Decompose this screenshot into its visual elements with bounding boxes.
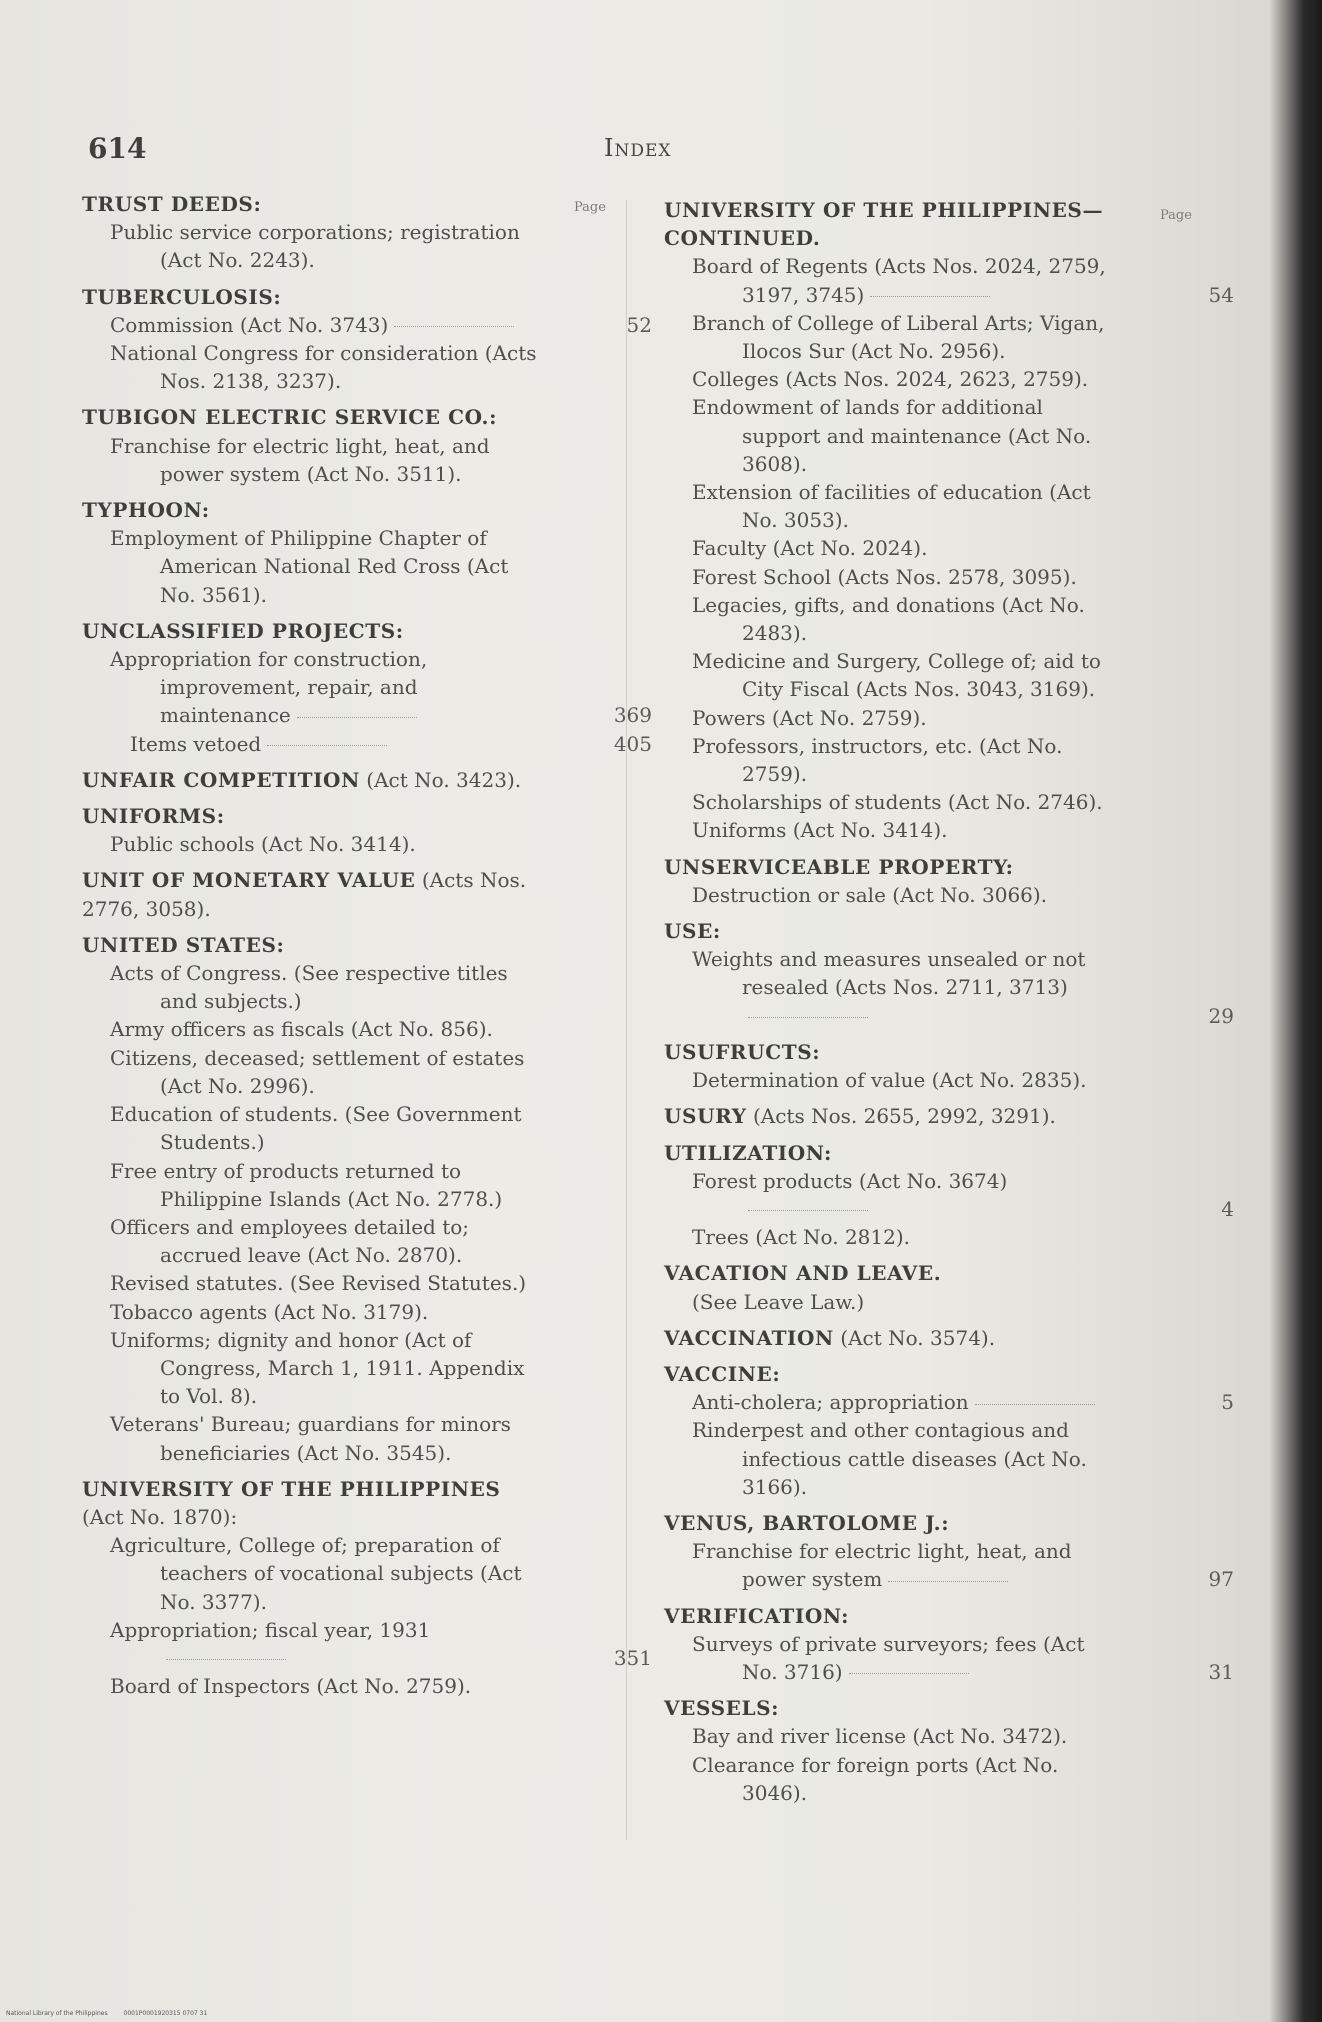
index-heading-reference: (Acts Nos. 2655, 2992, 3291).	[746, 1104, 1056, 1129]
index-heading-text: TUBIGON ELECTRIC SERVICE CO.:	[82, 405, 498, 430]
index-entry	[82, 1616, 652, 1672]
leader-dots	[888, 1580, 1008, 1582]
index-entry	[664, 788, 1124, 816]
index-heading	[664, 1102, 1124, 1130]
index-heading	[82, 617, 542, 645]
index-entry	[664, 591, 1124, 647]
index-entry-text: Clearance for foreign ports (Act No. 3046).	[692, 1752, 1059, 1805]
index-heading-text: VENUS, BARTOLOME J.:	[664, 1510, 950, 1535]
index-entry-text: Trees (Act No. 2812).	[692, 1225, 910, 1250]
index-entry-text: Agriculture, College of; preparation of teachers of vocational subjects (Act No. 3377).	[110, 1533, 522, 1614]
leader-dots	[849, 1672, 969, 1674]
index-entry-text: Forest School (Acts Nos. 2578, 3095).	[692, 564, 1077, 589]
index-entry-text: Uniforms; dignity and honor (Act of Congress, March 1, 1911. Appendix to Vol. 8).	[110, 1327, 525, 1409]
index-entry	[82, 339, 542, 395]
index-entry-text: Appropriation; fiscal year, 1931	[110, 1617, 431, 1642]
index-entry-text: Education of students. (See Government Students.)	[110, 1102, 522, 1155]
leader-dots	[748, 1016, 868, 1018]
index-heading	[82, 766, 542, 794]
index-entry-text: Bay and river license (Act No. 3472).	[692, 1724, 1068, 1749]
index-page-number: 369	[613, 703, 652, 728]
index-heading	[664, 1602, 1124, 1630]
index-heading-text: TYPHOON:	[82, 498, 210, 523]
index-heading	[664, 1509, 1124, 1537]
index-heading	[82, 931, 542, 959]
index-entry	[664, 1722, 1124, 1750]
index-page-number: 52	[626, 312, 652, 337]
index-entry-text: Powers (Act No. 2759).	[692, 705, 927, 730]
column-divider	[626, 200, 627, 1840]
index-entry-text: Public service corporations; registration (Act No. 2243).	[110, 220, 520, 273]
index-entry	[664, 478, 1124, 534]
leader-dots	[166, 1658, 286, 1660]
index-heading	[664, 1038, 1124, 1066]
index-entry	[664, 393, 1124, 478]
index-entry-text: Destruction or sale (Act No. 3066).	[692, 882, 1048, 907]
index-heading-reference: (Act No. 3423).	[359, 767, 522, 792]
index-entry-text: (See Leave Law.)	[692, 1289, 865, 1314]
index-entry-text: Colleges (Acts Nos. 2024, 2623, 2759).	[692, 367, 1089, 392]
index-entry-text: Acts of Congress. (See respective titles and subjects.)	[110, 961, 508, 1014]
index-heading	[82, 496, 542, 524]
index-entry	[664, 1416, 1124, 1501]
index-heading	[664, 196, 1124, 252]
index-entry-text: Medicine and Surgery, College of; aid to City Fiscal (Acts Nos. 3043, 3169).	[692, 649, 1101, 702]
index-heading	[82, 866, 542, 922]
index-heading-text: UNIFORMS:	[82, 804, 225, 829]
index-heading	[82, 802, 542, 830]
index-entry	[82, 1531, 542, 1616]
page-column-label-left: Page	[574, 200, 606, 215]
index-entry-text: Anti-cholera; appropriation	[692, 1390, 969, 1415]
index-entry-text: Franchise for electric light, heat, and power system	[692, 1539, 1072, 1592]
index-entry	[82, 1410, 542, 1466]
index-entry	[82, 730, 652, 758]
index-entry-text: Determination of value (Act No. 2835).	[692, 1068, 1087, 1093]
scan-footer	[6, 2010, 221, 2017]
index-heading	[664, 1139, 1124, 1167]
index-entry	[664, 1751, 1124, 1807]
index-heading-text: TUBERCULOSIS:	[82, 284, 282, 309]
index-entry	[82, 1298, 542, 1326]
index-heading-text: UNITED STATES:	[82, 932, 285, 957]
index-page-number: 405	[613, 731, 652, 756]
index-entry-text: Extension of facilities of education (Act No. 3053).	[692, 480, 1091, 533]
index-heading-text: USE:	[664, 919, 721, 944]
leader-dots	[394, 325, 514, 327]
index-entry-text: Army officers as fiscals (Act No. 856).	[110, 1017, 493, 1042]
index-entry-text: Public schools (Act No. 3414).	[110, 832, 416, 857]
index-heading-reference: (Act No. 1870):	[82, 1504, 238, 1529]
index-entry-text: Free entry of products returned to Philippine Islands (Act No. 2778.)	[110, 1158, 503, 1211]
index-entry-text: Surveys of private surveyors; fees (Act No. 3716)	[692, 1631, 1085, 1684]
index-entry	[664, 881, 1124, 909]
index-entry	[664, 816, 1124, 844]
index-entry	[664, 732, 1124, 788]
footer-code: 0001P0001920315 0707 31	[123, 2010, 208, 2017]
index-entry	[664, 647, 1124, 703]
index-entry	[664, 309, 1124, 365]
leader-dots	[748, 1209, 868, 1211]
index-entry	[664, 1288, 1124, 1316]
index-entry	[664, 1537, 1234, 1593]
index-entry-text: Legacies, gifts, and donations (Act No. 2483).	[692, 592, 1085, 646]
index-heading-text: UTILIZATION:	[664, 1140, 832, 1165]
index-heading-text: TRUST DEEDS:	[82, 192, 262, 216]
index-entry-text: Board of Inspectors (Act No. 2759).	[110, 1674, 472, 1699]
running-head: Index	[604, 134, 672, 162]
leader-dots	[975, 1403, 1095, 1405]
index-entry	[82, 830, 542, 858]
index-entry-text: Citizens, deceased; settlement of estates (Act No. 2996).	[110, 1045, 525, 1098]
index-entry-text: Veterans' Bureau; guardians for minors beneficiaries (Act No. 3545).	[110, 1412, 511, 1465]
index-entry	[82, 1100, 542, 1156]
index-entry-text: Items vetoed	[130, 731, 262, 756]
index-entry-text: National Congress for consideration (Acts Nos. 2138, 3237).	[110, 341, 537, 394]
index-heading-text: UNIVERSITY OF THE PHILIPPINES—CONTINUED.	[664, 198, 1104, 251]
footer-library: National Library of the Philippines	[6, 2010, 108, 2017]
index-entry	[82, 311, 652, 339]
index-entry-text: Revised statutes. (See Revised Statutes.)	[110, 1271, 527, 1296]
leader-dots	[297, 716, 417, 718]
index-entry-text: Professors, instructors, etc. (Act No. 2759).	[692, 733, 1063, 787]
page-number: 614	[88, 132, 147, 165]
index-heading-text: UNFAIR COMPETITION	[82, 767, 360, 792]
index-entry-text: Employment of Philippine Chapter of American National Red Cross (Act No. 3561).	[110, 526, 509, 607]
index-entry-text: Franchise for electric light, heat, and power system (Act No. 3511).	[110, 433, 490, 486]
index-entry	[664, 1167, 1234, 1223]
index-heading	[82, 1475, 542, 1531]
index-entry-text: Appropriation for construction, improvement, repair, and maintenance	[110, 647, 428, 728]
index-entry	[664, 1066, 1124, 1094]
index-heading	[664, 1259, 1124, 1287]
index-heading	[664, 1360, 1124, 1388]
index-entry-text: Scholarships of students (Act No. 2746).	[692, 790, 1103, 815]
index-entry	[664, 704, 1124, 732]
index-entry	[664, 1630, 1234, 1686]
index-entry	[82, 218, 542, 274]
index-entry-text: Rinderpest and other contagious and infectious cattle diseases (Act No. 3166).	[692, 1418, 1087, 1499]
index-heading-text: VACCINATION	[664, 1325, 834, 1350]
index-heading	[664, 1694, 1124, 1722]
page-header	[0, 132, 1322, 172]
index-entry-text: Board of Regents (Acts Nos. 2024, 2759, 3197, 3745)	[692, 254, 1106, 307]
index-page-number: 351	[613, 1645, 652, 1670]
index-entry-text: Forest products (Act No. 3674)	[692, 1168, 1008, 1193]
index-page-number: 54	[1208, 282, 1234, 307]
index-heading-text: UNSERVICEABLE PROPERTY:	[664, 854, 1014, 879]
index-heading	[664, 1324, 1124, 1352]
index-heading	[82, 403, 542, 431]
index-entry-text: Uniforms (Act No. 3414).	[692, 818, 948, 843]
index-heading-text: VACCINE:	[664, 1361, 781, 1386]
index-entry	[82, 645, 652, 730]
index-page-number: 97	[1208, 1567, 1234, 1592]
index-entry-text: Faculty (Act No. 2024).	[692, 536, 928, 561]
index-entry-text: Commission (Act No. 3743)	[110, 312, 389, 337]
index-entry	[82, 1269, 542, 1297]
index-entry	[82, 432, 542, 488]
index-entry	[664, 1223, 1124, 1251]
index-entry-text: Endowment of lands for additional support and maintenance (Act No. 3608).	[692, 395, 1092, 476]
index-entry	[82, 959, 542, 1015]
index-heading-text: VACATION AND LEAVE.	[664, 1261, 942, 1286]
index-entry	[82, 524, 542, 609]
index-entry-text: Tobacco agents (Act No. 3179).	[110, 1299, 429, 1324]
index-entry	[664, 563, 1124, 591]
index-entry	[82, 1213, 542, 1269]
index-page-number: 5	[1221, 1390, 1234, 1415]
index-entry	[82, 1672, 542, 1700]
index-heading-text: UNIVERSITY OF THE PHILIPPINES	[82, 1476, 501, 1501]
index-heading	[82, 283, 542, 311]
index-page-number: 29	[1208, 1003, 1234, 1028]
index-heading-text: UNIT OF MONETARY VALUE	[82, 868, 416, 893]
index-entry	[664, 252, 1234, 308]
index-entry-text: Branch of College of Liberal Arts; Vigan, Ilocos Sur (Act No. 2956).	[692, 310, 1105, 364]
index-entry	[664, 365, 1124, 393]
index-heading-text: USUFRUCTS:	[664, 1039, 821, 1064]
index-entry-text: Officers and employees detailed to; accrued leave (Act No. 2870).	[110, 1214, 470, 1268]
index-entry	[82, 1015, 542, 1043]
index-heading-reference: (Act No. 3574).	[833, 1325, 996, 1350]
index-heading-text: VERIFICATION:	[664, 1603, 850, 1628]
page-column-label-right: Page	[1160, 208, 1192, 223]
index-heading-reference: (Acts Nos. 2776, 3058).	[82, 868, 527, 921]
index-entry	[82, 1157, 542, 1213]
index-heading	[664, 853, 1124, 881]
index-entry	[82, 1326, 542, 1411]
leader-dots	[870, 295, 990, 297]
index-page-number: 31	[1208, 1659, 1234, 1684]
index-heading-text: VESSELS:	[664, 1696, 780, 1721]
index-entry	[664, 945, 1234, 1030]
index-heading-text: UNCLASSIFIED PROJECTS:	[82, 618, 404, 643]
index-entry	[664, 534, 1124, 562]
leader-dots	[267, 744, 387, 746]
index-entry	[664, 1388, 1234, 1416]
index-heading-text: USURY	[664, 1104, 747, 1129]
index-heading	[664, 917, 1124, 945]
index-entry	[82, 1044, 542, 1100]
index-heading	[82, 190, 542, 218]
index-entry-text: Weights and measures unsealed or not resealed (Acts Nos. 2711, 3713)	[692, 947, 1086, 1000]
index-page-number: 4	[1221, 1196, 1234, 1221]
